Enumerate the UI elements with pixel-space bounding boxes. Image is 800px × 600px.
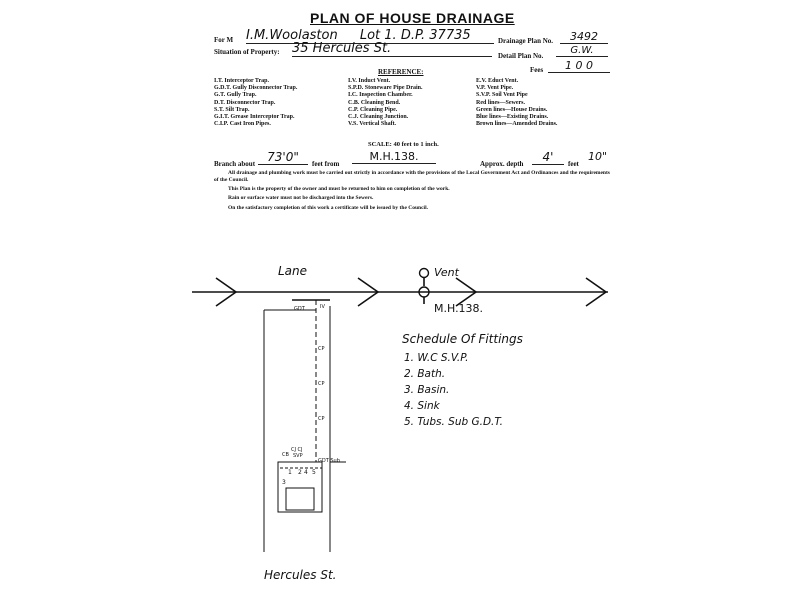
owner-name: I.M.Woolaston xyxy=(246,28,338,43)
reference-item: D.T. Disconnector Trap. xyxy=(214,99,276,106)
branch-from: M.H.138. xyxy=(352,150,436,164)
label-gdt: GDT xyxy=(294,306,305,312)
label-cjcj: CJ CJ xyxy=(291,447,303,453)
depth-inches: 10" xyxy=(588,150,608,163)
label-gdt-sub: GDT Sub xyxy=(318,458,340,464)
plan-no-label: Drainage Plan No. xyxy=(498,37,554,45)
reference-item: G.T. Gully Trap. xyxy=(214,92,257,99)
lane-label: Lane xyxy=(278,264,308,278)
reference-item: G.D.T. Gully Disconnector Trap. xyxy=(214,85,298,92)
reference-item: C.P. Cleaning Pipe. xyxy=(348,106,398,113)
branch-label: Branch about xyxy=(214,160,256,168)
street-label: Hercules St. xyxy=(264,568,337,582)
reference-item: C.B. Cleaning Bend. xyxy=(348,99,401,106)
fitting-number-5: 5 xyxy=(312,469,316,476)
for-label: For M xyxy=(214,36,234,44)
vent-label: Vent xyxy=(434,266,459,279)
label-cp-1: CP xyxy=(318,346,325,352)
schedule-title: Schedule Of Fittings xyxy=(402,332,523,346)
detail-value: G.W. xyxy=(556,45,608,57)
reference-item: V.P. Vent Pipe. xyxy=(476,85,514,92)
depth-label: Approx. depth xyxy=(480,160,524,168)
manhole-label: M.H.138. xyxy=(434,302,484,315)
note-3: Rain or surface water must not be discharged into the Sewers. xyxy=(228,195,374,201)
reference-item: G.I.T. Grease Interceptor Trap. xyxy=(214,114,295,121)
branch-from-label: feet from xyxy=(312,160,340,168)
fitting-number-4: 4 xyxy=(304,469,308,476)
schedule-item: 5. Tubs. Sub G.D.T. xyxy=(404,416,503,428)
lot-value: Lot 1. D.P. 37735 xyxy=(359,28,471,43)
fitting-numbers xyxy=(282,469,316,486)
reference-item: Green lines—House Drains. xyxy=(476,106,548,113)
reference-item: S.V.P. Soil Vent Pipe xyxy=(476,92,528,99)
reference-item: Blue lines—Existing Drains. xyxy=(476,114,549,121)
reference-item: Brown lines—Amended Drains. xyxy=(476,121,558,128)
situation-value: 35 Hercules St. xyxy=(292,41,492,57)
vent-circle xyxy=(420,269,429,278)
schedule-item: 4. Sink xyxy=(404,400,440,412)
situation-label: Situation of Property: xyxy=(214,48,280,56)
depth-feet: 4' xyxy=(532,150,564,165)
fitting-number-1: 1 xyxy=(288,469,292,476)
schedule-list xyxy=(404,350,503,430)
detail-label: Detail Plan No. xyxy=(498,52,544,60)
label-svp: SVP xyxy=(293,453,303,459)
fees-label: Fees xyxy=(530,66,544,74)
label-cp-2: CP xyxy=(318,381,325,387)
fitting-number-2: 2 xyxy=(298,469,302,476)
label-iv: IV xyxy=(320,304,325,310)
note-1: All drainage and plumbing work must be carried out strictly in accordance with the provisions of the Local Government Act and Ordinances and the requirements of the Council. xyxy=(214,170,610,183)
branch-distance: 73'0" xyxy=(258,150,308,165)
page-title: PLAN OF HOUSE DRAINAGE xyxy=(310,10,515,26)
label-cp-3: CP xyxy=(318,416,325,422)
reference-item: I.C. Inspection Chamber. xyxy=(348,92,413,99)
drain-labels xyxy=(282,304,340,464)
house-annex xyxy=(286,488,314,510)
schedule-item: 2. Bath. xyxy=(404,368,446,380)
reference-heading: REFERENCE: xyxy=(378,68,424,76)
reference-item: Red lines—Sewers. xyxy=(476,99,525,106)
note-2: This Plan is the property of the owner and must be returned to him on completion of the work. xyxy=(228,186,450,192)
scale-text: SCALE: 40 feet to 1 inch. xyxy=(368,141,439,148)
reference-item: I.T. Interceptor Trap. xyxy=(214,78,269,84)
reference-item: V.S. Vertical Shaft. xyxy=(348,121,397,128)
reference-item: E.V. Educt Vent. xyxy=(476,78,519,84)
reference-item: S.P.D. Stoneware Pipe Drain. xyxy=(348,85,423,92)
depth-feet-label: feet xyxy=(568,160,579,168)
schedule-item: 3. Basin. xyxy=(404,384,450,396)
schedule-item: 1. W.C S.V.P. xyxy=(404,352,469,364)
reference-item: C.J. Cleaning Junction. xyxy=(348,114,409,121)
plan-no-value: 3492 xyxy=(560,30,608,44)
reference-item: C.I.P. Cast Iron Pipes. xyxy=(214,121,271,128)
note-4: On the satisfactory completion of this work a certificate will be issued by the Council. xyxy=(228,205,428,211)
fitting-number-3: 3 xyxy=(282,479,286,486)
fees-value: 1 0 0 xyxy=(548,59,610,73)
reference-item: S.T. Silt Trap. xyxy=(214,106,250,113)
reference-item: I.V. Induct Vent. xyxy=(348,78,391,84)
label-cb: CB xyxy=(282,452,289,458)
